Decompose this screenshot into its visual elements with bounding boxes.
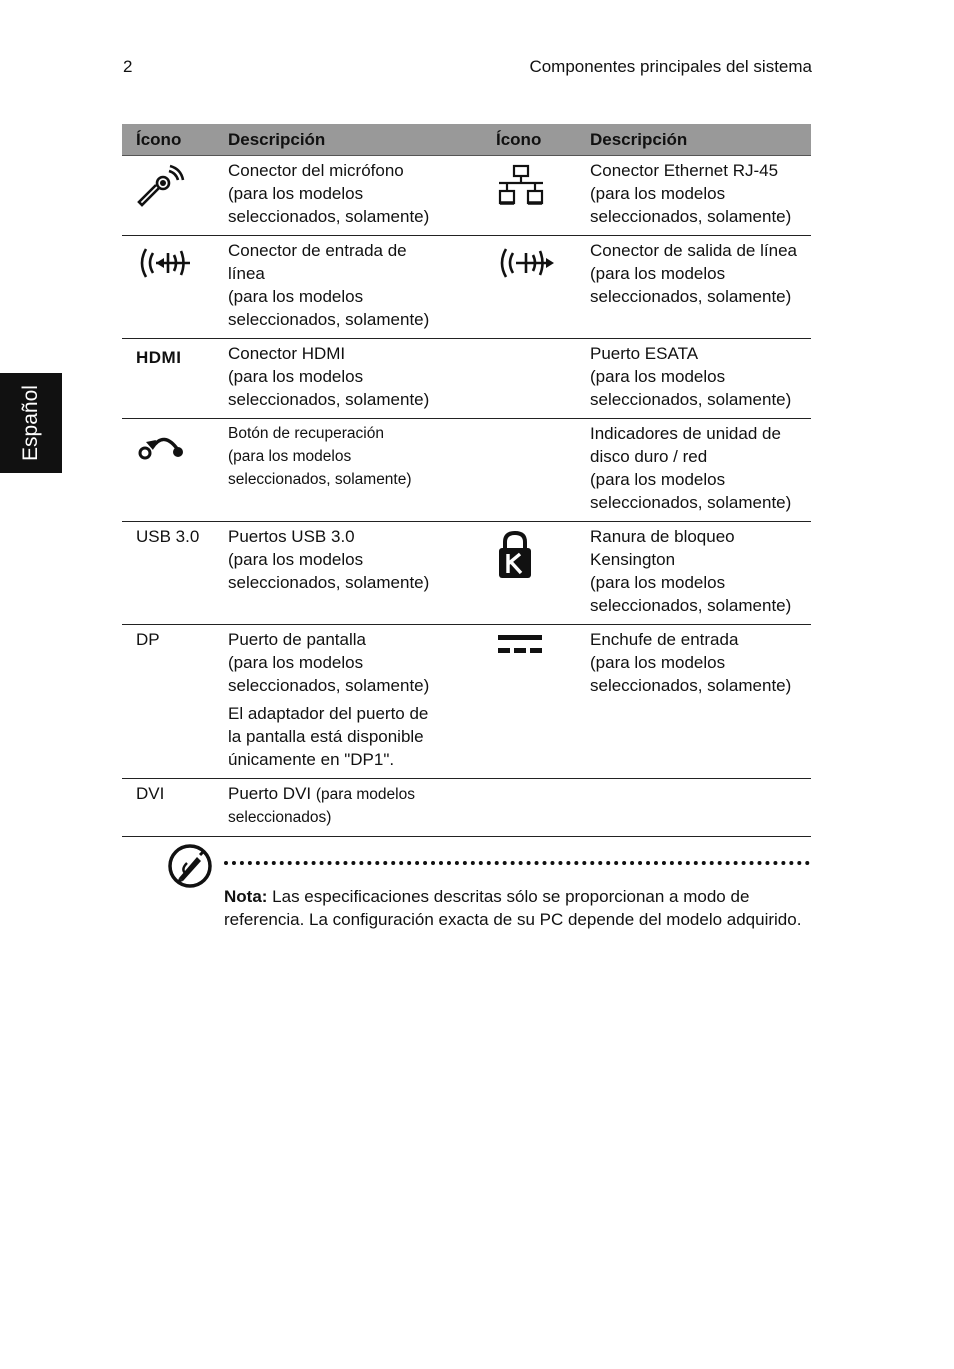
desc-line: seleccionados, solamente) [590, 287, 792, 306]
description-cell [222, 339, 482, 419]
desc-line: Puerto de pantalla [228, 630, 366, 649]
desc-line: (para los modelos [228, 184, 364, 203]
desc-line: Botón de recuperación [228, 425, 384, 442]
description-cell [584, 779, 811, 837]
desc-line: (para los modelos [228, 448, 352, 465]
description-cell [584, 236, 811, 339]
desc-line: Enchufe de entrada [590, 630, 739, 649]
desc-line: seleccionados, solamente) [228, 676, 430, 695]
description-cell [584, 339, 811, 419]
table-row [122, 779, 811, 837]
desc-line: (para los modelos [228, 287, 364, 306]
desc-line: (para los modelos [228, 550, 364, 569]
note-body: Las especificaciones descritas sólo se proporcionan a modo de referencia. La configuración exacta de su PC depende del modelo adquirido. [224, 887, 802, 929]
dp-adapter-note [228, 702, 478, 771]
desc-line: la pantalla está disponible [228, 727, 424, 746]
table-row [122, 236, 811, 339]
desc-line: seleccionados, solamente) [590, 596, 792, 615]
icon-cell [482, 156, 584, 236]
desc-line: Puertos USB 3.0 [228, 527, 355, 546]
desc-line: Kensington [590, 550, 676, 569]
description-cell [222, 625, 482, 779]
header-icon-1: Ícono [122, 124, 222, 156]
icon-cell [482, 522, 584, 625]
desc-line: (para los modelos [590, 653, 726, 672]
icon-cell [122, 522, 222, 625]
components-table [122, 124, 811, 837]
icon-cell [482, 625, 584, 779]
desc-line: Conector HDMI [228, 344, 346, 363]
desc-line: seleccionados, solamente) [228, 390, 430, 409]
language-tab [0, 373, 62, 473]
desc-line: Conector del micrófono [228, 161, 404, 180]
desc-line: seleccionados, solamente) [228, 471, 412, 488]
description-cell [222, 522, 482, 625]
desc-line: (para los modelos [228, 367, 364, 386]
table-row [122, 625, 811, 779]
dp-icon: DP [136, 630, 160, 649]
note-paragraph [224, 885, 810, 931]
ethernet-icon [496, 163, 546, 209]
dvi-note: (para modelos [315, 786, 415, 803]
desc-line: (para los modelos [590, 264, 726, 283]
desc-line: El adaptador del puerto de [228, 704, 429, 723]
header-description-1: Descripción [222, 124, 482, 156]
desc-line: seleccionados, solamente) [590, 676, 792, 695]
icon-cell [482, 419, 584, 522]
line-in-icon [136, 243, 192, 283]
language-tab-label: Español [19, 385, 43, 461]
note-divider [224, 861, 810, 865]
hdmi-icon: HDMI [136, 348, 182, 367]
description-cell [584, 156, 811, 236]
table-header-row [122, 124, 811, 156]
dc-in-icon [496, 632, 544, 658]
desc-line: (para los modelos [590, 573, 726, 592]
running-header: Componentes principales del sistema [529, 57, 812, 76]
desc-line: (para los modelos [590, 367, 726, 386]
desc-line: Ranura de bloqueo [590, 527, 735, 546]
description-cell [222, 236, 482, 339]
desc-line: seleccionados, solamente) [590, 493, 792, 512]
dvi-icon: DVI [136, 784, 165, 803]
note-label: Nota: [224, 887, 268, 906]
description-cell [222, 156, 482, 236]
desc-line: seleccionados, solamente) [590, 207, 792, 226]
table-row [122, 339, 811, 419]
icon-cell [122, 625, 222, 779]
desc-line: (para los modelos [590, 470, 726, 489]
icon-cell [482, 236, 584, 339]
icon-cell [482, 339, 584, 419]
icon-cell [122, 779, 222, 837]
desc-line: Conector de entrada de [228, 241, 407, 260]
description-cell [222, 419, 482, 522]
desc-line: seleccionados, solamente) [590, 390, 792, 409]
desc-line: Indicadores de unidad de [590, 424, 781, 443]
note-pen-icon [167, 843, 213, 889]
desc-line: Conector de salida de línea [590, 241, 797, 260]
icon-cell [122, 156, 222, 236]
header-description-2: Descripción [584, 124, 811, 156]
dvi-title: Puerto DVI [228, 784, 312, 803]
desc-line: Puerto ESATA [590, 344, 699, 363]
kensington-lock-icon [496, 529, 536, 581]
description-cell [584, 522, 811, 625]
desc-line: seleccionados, solamente) [228, 310, 430, 329]
icon-cell [122, 339, 222, 419]
header-icon-2: Ícono [482, 124, 584, 156]
icon-cell [122, 419, 222, 522]
desc-line: disco duro / red [590, 447, 708, 466]
recovery-icon [136, 426, 188, 462]
description-cell [584, 419, 811, 522]
table-row [122, 419, 811, 522]
usb-3-icon: USB 3.0 [136, 527, 200, 546]
desc-line: seleccionados, solamente) [228, 207, 430, 226]
desc-line: únicamente en "DP1". [228, 750, 395, 769]
line-out-icon [496, 243, 556, 283]
desc-line: (para los modelos [228, 653, 364, 672]
desc-line: Conector Ethernet RJ-45 [590, 161, 779, 180]
description-cell [222, 779, 482, 837]
desc-line: seleccionados) [228, 809, 332, 826]
icon-cell [122, 236, 222, 339]
table-row [122, 522, 811, 625]
page-number: 2 [123, 57, 133, 76]
icon-cell [482, 779, 584, 837]
table-row [122, 156, 811, 236]
desc-line: línea [228, 264, 265, 283]
description-cell [584, 625, 811, 779]
desc-line [228, 782, 478, 806]
microphone-icon [136, 163, 188, 209]
desc-line: seleccionados, solamente) [228, 573, 430, 592]
desc-line: (para los modelos [590, 184, 726, 203]
